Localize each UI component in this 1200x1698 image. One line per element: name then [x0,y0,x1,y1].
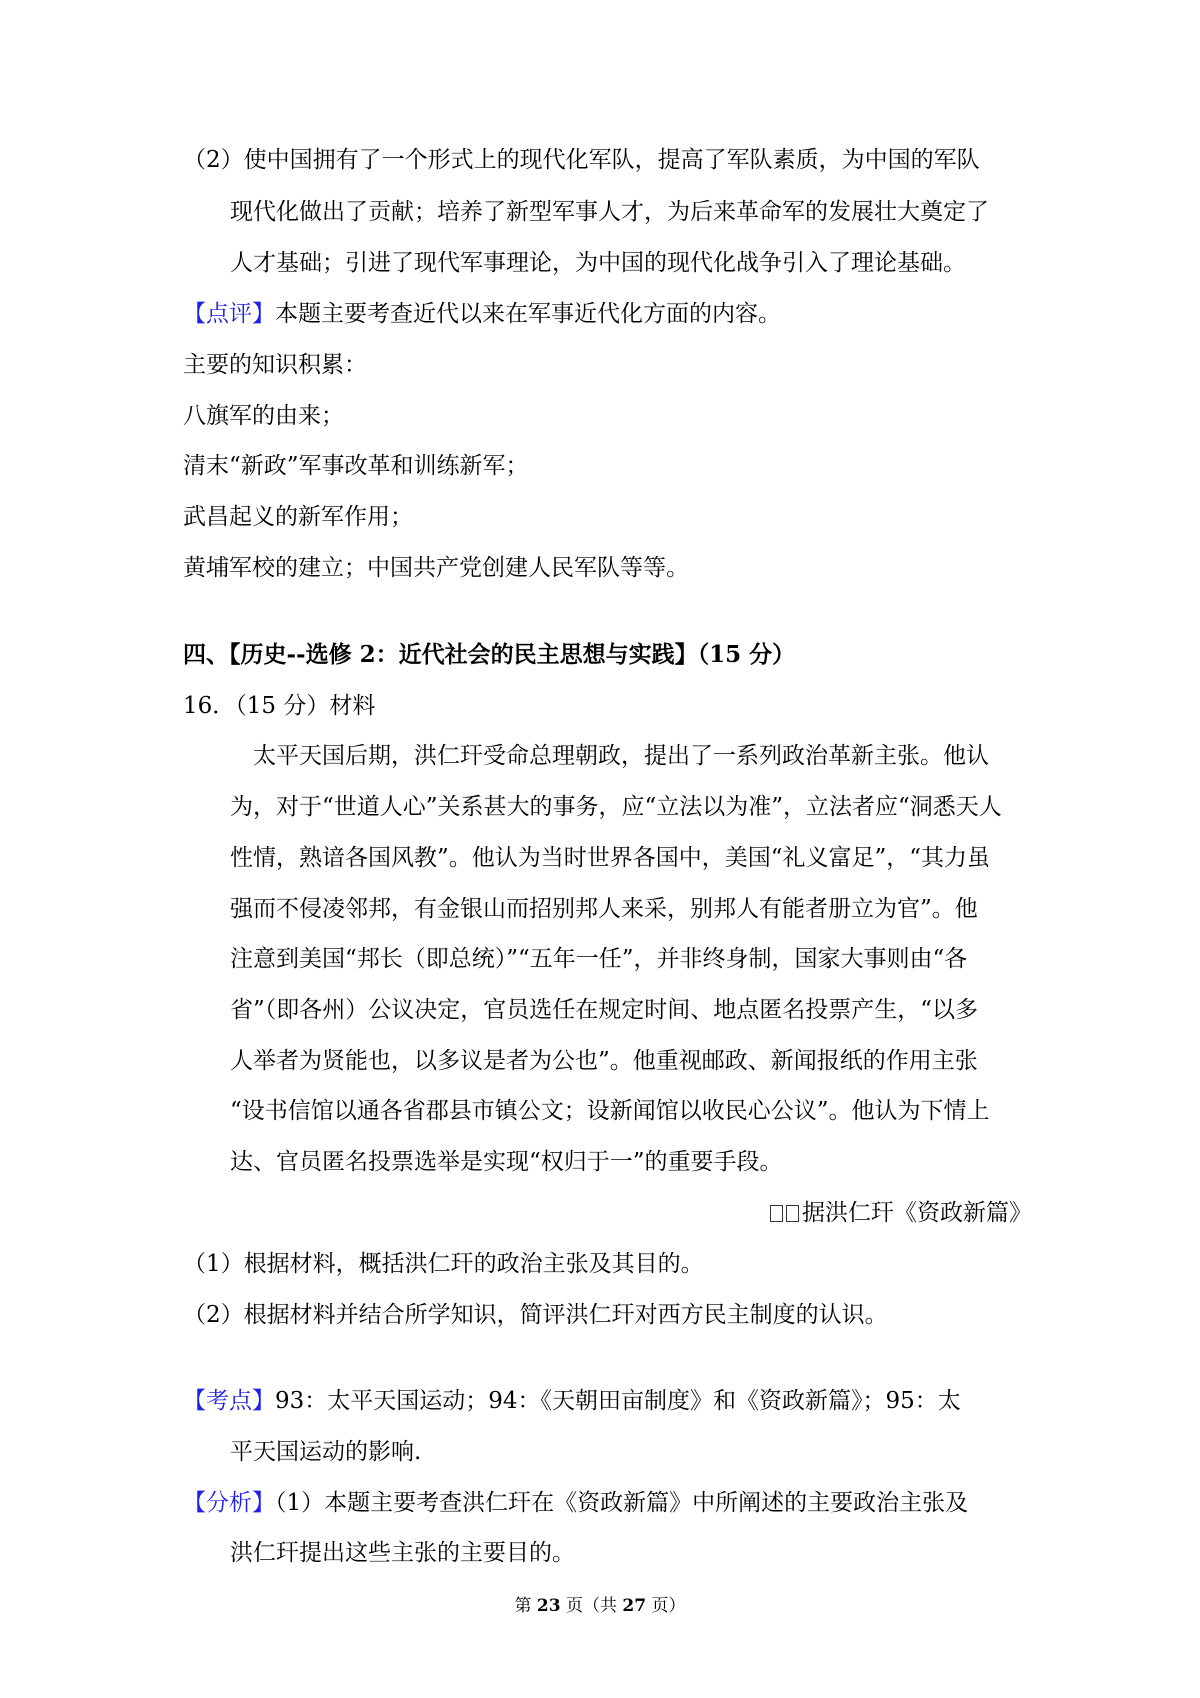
kaodian-line-1 [183,1386,961,1416]
kaodian-line-2: 平天国运动的影响. [230,1439,422,1465]
review-line [183,299,781,329]
material-source: 据洪仁玕《资政新篇》 [770,1198,1032,1228]
material-line-4: 强而不侵凌邻邦，有金银山而招别邦人来采，别邦人有能者册立为官”。他 [230,896,978,922]
fenxi-line-1 [183,1488,968,1518]
material-line-6: 省”（即各州）公议决定，官员选任在规定时间、地点匿名投票产生，“以多 [230,997,979,1023]
review-text: 本题主要考查近代以来在军事近代化方面的内容。 [275,301,781,327]
material-line-1: 太平天国后期，洪仁玕受命总理朝政，提出了一系列政治革新主张。他认 [253,743,989,769]
sub-question-1: （1）根据材料，概括洪仁玕的政治主张及其目的。 [183,1251,704,1277]
kaodian-text: 93：太平天国运动；94：《天朝田亩制度》和《资政新篇》；95：太 [275,1388,961,1414]
knowledge-item-3: 武昌起义的新军作用； [183,504,413,530]
material-line-3: 性情，熟谙各国风教”。他认为当时世界各国中，美国“礼义富足”，“其力虽 [230,845,991,871]
kaodian-tag: 【考点】 [183,1388,275,1414]
page-total: 27 [622,1596,647,1616]
knowledge-item-2: 清末“新政”军事改革和训练新军； [183,453,529,479]
fenxi-text: （1）本题主要考查洪仁玕在《资政新篇》中所阐述的主要政治主张及 [275,1490,969,1516]
answer2-line-3: 人才基础；引进了现代军事理论，为中国的现代化战争引入了理论基础。 [230,250,966,276]
knowledge-item-1: 八旗军的由来； [183,403,344,429]
material-line-7: 人举者为贤能也，以多议是者为公也”。他重视邮政、新闻报纸的作用主张 [230,1048,978,1074]
fenxi-tag: 【分析】 [183,1490,275,1516]
section-heading: 四、【历史--选修 2：近代社会的民主思想与实践】（15 分） [183,641,796,668]
page-footer: 第 23 页（共 27 页） [514,1596,686,1616]
missing-glyph-box [786,1205,799,1222]
page-number: 23 [536,1596,561,1616]
material-line-9: 达、官员匿名投票选举是实现“权归于一”的重要手段。 [230,1149,783,1175]
knowledge-item-4: 黄埔军校的建立；中国共产党创建人民军队等等。 [183,555,689,581]
sub-question-2: （2）根据材料并结合所学知识，简评洪仁玕对西方民主制度的认识。 [183,1302,888,1328]
material-line-5: 注意到美国“邦长（即总统）”“五年一任”，并非终身制，国家大事则由“各 [230,946,968,972]
fenxi-line-2: 洪仁玕提出这些主张的主要目的。 [230,1540,575,1566]
material-line-2: 为，对于“世道人心”关系甚大的事务，应“立法以为准”，立法者应“洞悉天人 [230,794,1002,820]
review-tag: 【点评】 [183,301,275,327]
answer2-line-2: 现代化做出了贡献；培养了新型军事人才，为后来革命军的发展壮大奠定了 [230,199,989,225]
missing-glyph-box [770,1205,783,1222]
question-number-line: 16．（15 分）材料 [183,693,376,719]
material-line-8: “设书信馆以通各省郡县市镇公文；设新闻馆以收民心公议”。他认为下情上 [230,1098,990,1124]
knowledge-heading: 主要的知识积累： [183,352,367,378]
answer2-line-1: （2）使中国拥有了一个形式上的现代化军队，提高了军队素质，为中国的军队 [183,147,980,173]
